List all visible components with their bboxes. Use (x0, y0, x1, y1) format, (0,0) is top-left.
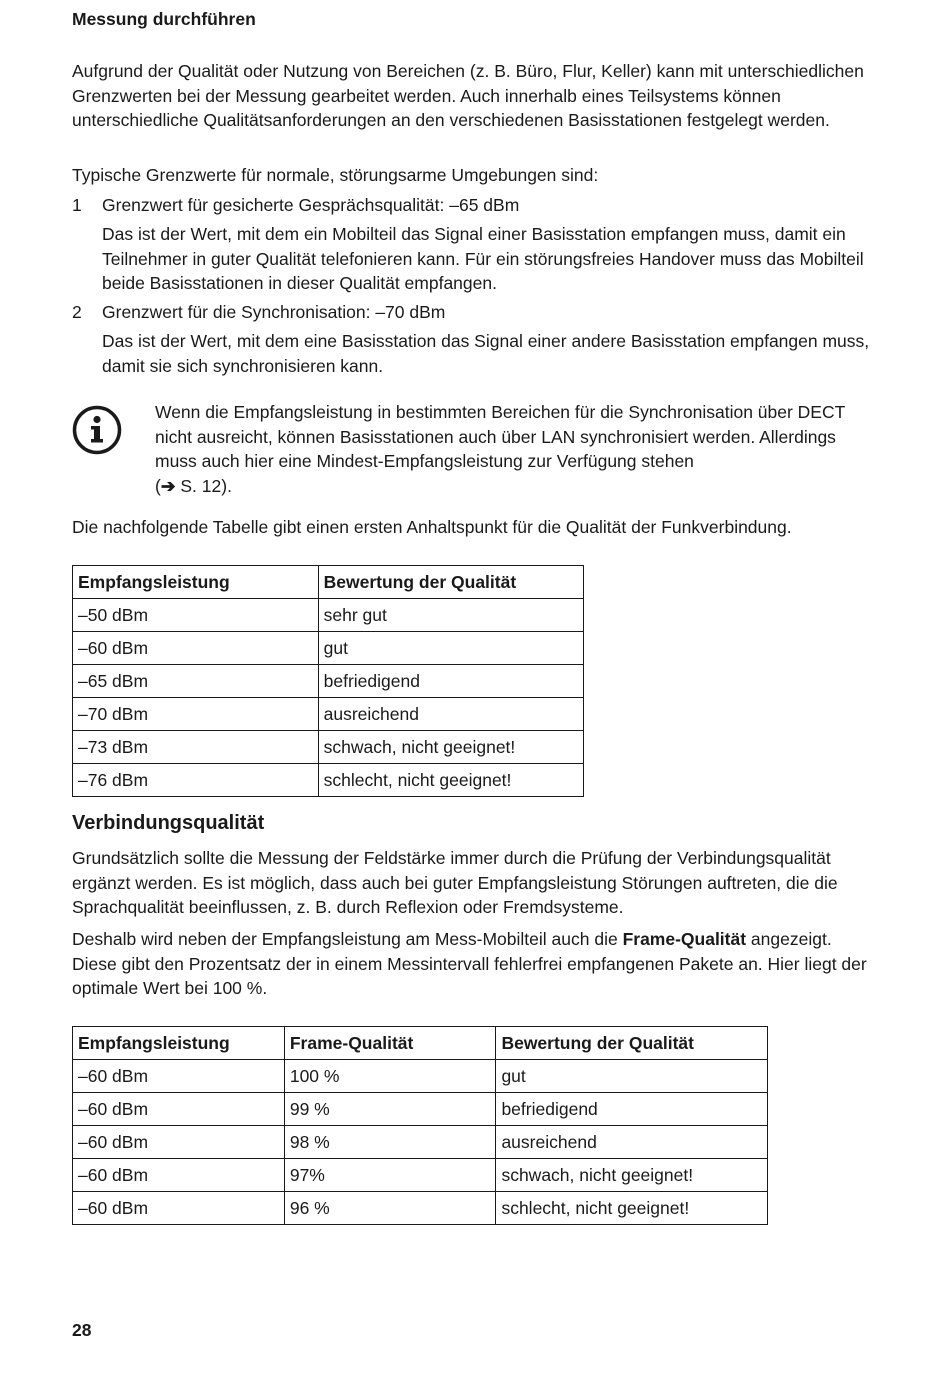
table-header-row (73, 1027, 768, 1060)
table-cell: schlecht, nicht geeignet! (318, 764, 583, 797)
text-run: angezeigt. Diese gibt den Prozentsatz der in einem Messintervall fehlerfrei empfangenen Pakete an. Hier liegt der optimale Wert bei 100 %. (72, 929, 867, 998)
table-header-row (73, 566, 584, 599)
table-cell: 98 % (284, 1126, 496, 1159)
table-cell: –50 dBm (73, 599, 319, 632)
list-title: Grenzwert für die Synchronisation: –70 dBm (102, 302, 446, 322)
intro-paragraph: Aufgrund der Qualität oder Nutzung von Bereichen (z. B. Büro, Flur, Keller) kann mit unterschiedlichen Grenzwerten bei der Messung gearbeitet werden. Auch innerhalb eines Teilsystems können unterschiedliche Qualitätsanforderungen an den verschiedenen Basisstationen festgelegt werden. (72, 61, 864, 130)
table-cell: –60 dBm (73, 1093, 285, 1126)
table-row (73, 1192, 768, 1225)
table-cell: schwach, nicht geeignet! (496, 1159, 768, 1192)
table-row (73, 1126, 768, 1159)
frame-quality-term: Frame-Qualität (622, 929, 747, 949)
table-row (73, 698, 584, 731)
table-cell: 100 % (284, 1060, 496, 1093)
text-run: Deshalb wird neben der Empfangsleistung am Mess-Mobilteil auch die (72, 929, 623, 949)
table-row (73, 1060, 768, 1093)
list-item-2-body: Das ist der Wert, mit dem eine Basisstation das Signal einer andere Basisstation empfangen muss, damit sie sich synchronisieren kann. (102, 331, 870, 376)
signal-quality-table (72, 565, 584, 797)
column-header: Bewertung der Qualität (318, 566, 583, 599)
table-row (73, 1159, 768, 1192)
table-cell: –60 dBm (73, 632, 319, 665)
list-title: Grenzwert für gesicherte Gesprächsqualität: –65 dBm (102, 195, 520, 215)
table-cell: befriedigend (496, 1093, 768, 1126)
column-header: Empfangsleistung (73, 1027, 285, 1060)
table-cell: sehr gut (318, 599, 583, 632)
table-cell: gut (318, 632, 583, 665)
table-cell: gut (496, 1060, 768, 1093)
table-cell: –73 dBm (73, 731, 319, 764)
list-item-1-body: Das ist der Wert, mit dem ein Mobilteil das Signal einer Basisstation empfangen muss, damit ein Teilnehmer in guter Qualität telefonieren kann. Für ein störungsfreies Handover muss das Mobilteil beide Basisstationen in dieser Qualität empfangen. (102, 224, 864, 293)
info-note-text: Wenn die Empfangsleistung in bestimmten Bereichen für die Synchronisation über DECT nicht ausreicht, können Basisstationen auch über LAN synchronisiert werden. Allerdings muss auch hier eine Mindest-Empfangsleistung zur Verfügung stehen (155, 402, 845, 471)
running-header: Messung durchführen (72, 9, 256, 29)
table-cell: ausreichend (496, 1126, 768, 1159)
frame-quality-table (72, 1026, 768, 1225)
column-header: Empfangsleistung (73, 566, 319, 599)
table-cell: 97% (284, 1159, 496, 1192)
table-cell: –60 dBm (73, 1060, 285, 1093)
table-intro: Die nachfolgende Tabelle gibt einen ersten Anhaltspunkt für die Qualität der Funkverbindung. (72, 517, 792, 537)
section-paragraph: Grundsätzlich sollte die Messung der Feldstärke immer durch die Prüfung der Verbindungsqualität ergänzt werden. Es ist möglich, dass auch bei guter Empfangsleistung Störungen auftreten, die die Sprachqualität beeinflussen, z. B. durch Reflexion oder Fremdsysteme. (72, 848, 838, 917)
table-row (73, 632, 584, 665)
section-paragraph-frame (72, 927, 880, 1001)
list-number: 1 (72, 195, 82, 215)
table-row (73, 599, 584, 632)
table-cell: schlecht, nicht geeignet! (496, 1192, 768, 1225)
page-reference: S. 12 (180, 475, 222, 496)
table-cell: schwach, nicht geeignet! (318, 731, 583, 764)
table-row (73, 665, 584, 698)
info-icon (72, 405, 122, 455)
column-header: Bewertung der Qualität (496, 1027, 768, 1060)
section-heading: Verbindungsqualität (72, 812, 265, 834)
list-number: 2 (72, 302, 82, 322)
table-row (73, 764, 584, 797)
table-cell: 99 % (284, 1093, 496, 1126)
table-cell: 96 % (284, 1192, 496, 1225)
table-cell: –65 dBm (73, 665, 319, 698)
table-cell: befriedigend (318, 665, 583, 698)
table-cell: –76 dBm (73, 764, 319, 797)
table-row (73, 1093, 768, 1126)
table-cell: –70 dBm (73, 698, 319, 731)
column-header: Frame-Qualität (284, 1027, 496, 1060)
table-cell: –60 dBm (73, 1192, 285, 1225)
intro-lead: Typische Grenzwerte für normale, störungsarme Umgebungen sind: (72, 165, 599, 185)
page-number: 28 (72, 1320, 92, 1340)
arrow-right-icon: ➔ (160, 475, 176, 496)
table-row (73, 731, 584, 764)
table-cell: –60 dBm (73, 1159, 285, 1192)
table-cell: ausreichend (318, 698, 583, 731)
info-note: Wenn die Empfangsleistung in bestimmten Bereichen für die Synchronisation über DECT nicht ausreicht, können Basisstationen auch über LAN synchronisiert werden. Allerdings muss auch hier eine Mindest-Empfangsleistung zur Verfügung stehen (➔ S. 12). (155, 402, 845, 496)
table-cell: –60 dBm (73, 1126, 285, 1159)
